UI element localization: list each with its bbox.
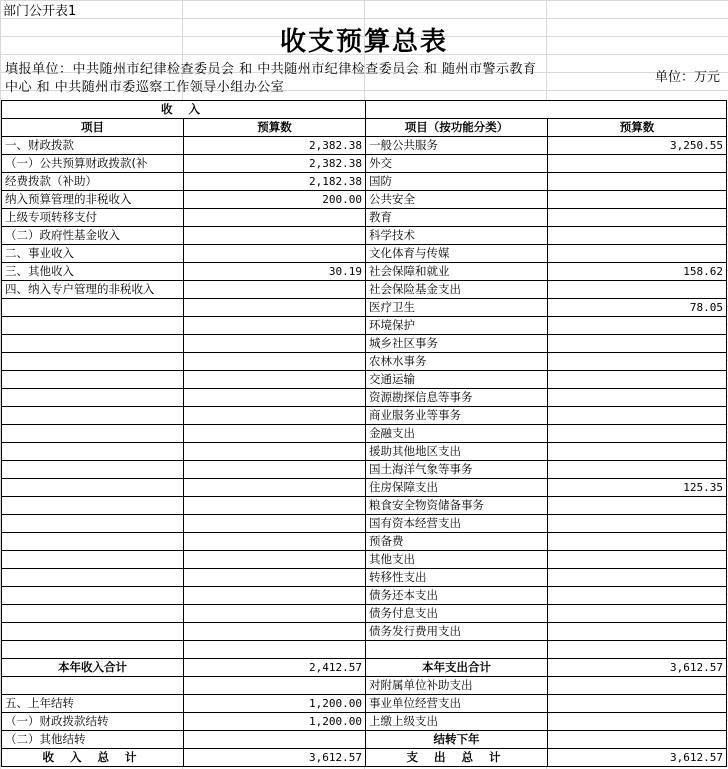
income-budget-cell[interactable]: 2,382.38 <box>184 155 366 173</box>
income-item-cell[interactable] <box>2 407 184 425</box>
income-budget-cell[interactable] <box>184 209 366 227</box>
table-row <box>2 569 727 587</box>
expense-budget-cell[interactable] <box>548 389 727 407</box>
expense-item-cell[interactable]: 金融支出 <box>366 425 548 443</box>
expense-item-cell[interactable]: 医疗卫生 <box>366 299 548 317</box>
prev-balance-value[interactable]: 1,200.00 <box>184 695 366 713</box>
expense-budget-cell[interactable] <box>548 515 727 533</box>
income-item-cell[interactable]: 三、其他收入 <box>2 263 184 281</box>
section-header-row <box>2 101 727 119</box>
income-item-cell[interactable]: （二）政府性基金收入 <box>2 227 184 245</box>
expense-item-cell[interactable]: 一般公共服务 <box>366 137 548 155</box>
expense-item-cell[interactable]: 预备费 <box>366 533 548 551</box>
income-budget-cell[interactable] <box>184 605 366 623</box>
expense-item-cell[interactable]: 社会保障和就业 <box>366 263 548 281</box>
income-year-value[interactable]: 2,412.57 <box>184 659 366 677</box>
expense-budget-cell[interactable] <box>548 371 727 389</box>
table-row <box>2 695 727 713</box>
expense-item-cell[interactable]: 援助其他地区支出 <box>366 443 548 461</box>
expense-budget-cell[interactable] <box>548 533 727 551</box>
expense-item-cell[interactable]: 其他支出 <box>366 551 548 569</box>
expense-budget-cell[interactable] <box>548 227 727 245</box>
expense-item-cell[interactable]: 交通运输 <box>366 371 548 389</box>
income-budget-cell[interactable] <box>184 479 366 497</box>
expense-budget-cell[interactable] <box>548 317 727 335</box>
table-row <box>2 533 727 551</box>
income-item-cell[interactable] <box>2 425 184 443</box>
expense-budget-cell[interactable] <box>548 335 727 353</box>
income-year-total-row <box>2 659 727 677</box>
empty-cell[interactable] <box>2 677 184 695</box>
income-budget-cell[interactable] <box>184 353 366 371</box>
table-row <box>2 263 727 281</box>
income-item-cell[interactable]: 一、财政拨款 <box>2 137 184 155</box>
expense-item-cell[interactable]: 环境保护 <box>366 317 548 335</box>
income-year-label[interactable]: 本年收入合计 <box>2 659 184 677</box>
expense-item-cell[interactable]: 国有资本经营支出 <box>366 515 548 533</box>
income-item-cell[interactable]: 经费拨款（补助） <box>2 173 184 191</box>
table-row <box>2 677 727 695</box>
table-row <box>2 515 727 533</box>
income-item-cell[interactable] <box>2 299 184 317</box>
empty-cell[interactable] <box>548 713 727 731</box>
table-row <box>2 209 727 227</box>
expense-budget-cell[interactable]: 78.05 <box>548 299 727 317</box>
expense-budget-cell[interactable] <box>548 641 727 659</box>
income-budget-cell[interactable] <box>184 281 366 299</box>
table-row <box>2 641 727 659</box>
income-budget-cell[interactable] <box>184 623 366 641</box>
prev-balance-label[interactable]: 五、上年结转 <box>2 695 184 713</box>
currency-unit: 单位：万元 <box>654 70 720 85</box>
income-item-cell[interactable]: 二、事业收入 <box>2 245 184 263</box>
sub-unit-label[interactable]: 对附属单位补助支出 <box>366 677 548 695</box>
expense-item-cell[interactable] <box>366 641 548 659</box>
table-row <box>2 731 727 749</box>
expense-item-cell[interactable]: 科学技术 <box>366 227 548 245</box>
expense-item-cell[interactable]: 公共安全 <box>366 191 548 209</box>
income-budget-cell[interactable] <box>184 443 366 461</box>
other-carry-label[interactable]: （二）其他结转 <box>2 731 184 749</box>
table-row <box>2 137 727 155</box>
expense-budget-cell[interactable] <box>548 353 727 371</box>
income-item-cell[interactable]: 上级专项转移支付 <box>2 209 184 227</box>
expense-budget-cell[interactable] <box>548 443 727 461</box>
empty-cell[interactable] <box>184 731 366 749</box>
income-item-cell[interactable] <box>2 569 184 587</box>
income-budget-cell[interactable] <box>184 425 366 443</box>
page-title: 收支预算总表 <box>279 27 448 57</box>
income-budget-cell[interactable]: 30.19 <box>184 263 366 281</box>
expense-budget-cell[interactable] <box>548 281 727 299</box>
income-item-cell[interactable] <box>2 443 184 461</box>
table-row <box>2 407 727 425</box>
business-label[interactable]: 事业单位经营支出 <box>366 695 548 713</box>
expense-item-cell[interactable]: 住房保障支出 <box>366 479 548 497</box>
expense-total-label[interactable]: 支 出 总 计 <box>366 749 548 767</box>
income-budget-cell[interactable] <box>184 317 366 335</box>
income-item-cell[interactable] <box>2 641 184 659</box>
expense-budget-cell[interactable]: 3,250.55 <box>548 137 727 155</box>
expense-budget-cell[interactable] <box>548 173 727 191</box>
income-budget-cell[interactable] <box>184 407 366 425</box>
col-header-budget2[interactable]: 预算数 <box>548 119 727 137</box>
table-row <box>2 317 727 335</box>
income-item-cell[interactable]: 纳入预算管理的非税收入 <box>2 191 184 209</box>
table-row <box>2 479 727 497</box>
expense-budget-cell[interactable] <box>548 155 727 173</box>
column-header-row <box>2 119 727 137</box>
expense-year-value[interactable]: 3,612.57 <box>548 659 727 677</box>
income-budget-cell[interactable] <box>184 515 366 533</box>
expense-item-cell[interactable]: 转移性支出 <box>366 569 548 587</box>
budget-table <box>1 100 727 767</box>
empty-cell[interactable] <box>548 731 727 749</box>
expense-item-cell[interactable]: 外交 <box>366 155 548 173</box>
table-row <box>2 605 727 623</box>
expense-section-header[interactable] <box>366 101 727 119</box>
income-budget-cell[interactable] <box>184 497 366 515</box>
table-row <box>2 227 727 245</box>
table-row <box>2 191 727 209</box>
table-row <box>2 425 727 443</box>
expense-item-cell[interactable]: 资源勘探信息等事务 <box>366 389 548 407</box>
table-row <box>2 623 727 641</box>
table-row <box>2 551 727 569</box>
income-item-cell[interactable] <box>2 623 184 641</box>
table-row <box>2 389 727 407</box>
expense-item-cell[interactable]: 农林水事务 <box>366 353 548 371</box>
expense-item-cell[interactable]: 债务发行费用支出 <box>366 623 548 641</box>
table-row <box>2 281 727 299</box>
income-item-cell[interactable] <box>2 533 184 551</box>
expense-budget-cell[interactable] <box>548 605 727 623</box>
table-row <box>2 245 727 263</box>
expense-year-label[interactable]: 本年支出合计 <box>366 659 548 677</box>
expense-budget-cell[interactable]: 158.62 <box>548 263 727 281</box>
expense-budget-cell[interactable] <box>548 209 727 227</box>
income-budget-cell[interactable]: 2,182.38 <box>184 173 366 191</box>
expense-item-cell[interactable]: 国土海洋气象等事务 <box>366 461 548 479</box>
col-header-item-func[interactable]: 项目（按功能分类） <box>366 119 548 137</box>
expense-item-cell[interactable]: 粮食安全物资储备事务 <box>366 497 548 515</box>
income-budget-cell[interactable] <box>184 569 366 587</box>
income-item-cell[interactable] <box>2 515 184 533</box>
expense-item-cell[interactable]: 教育 <box>366 209 548 227</box>
col-header-item[interactable]: 项目 <box>2 119 184 137</box>
expense-budget-cell[interactable] <box>548 425 727 443</box>
income-budget-cell[interactable] <box>184 245 366 263</box>
income-budget-cell[interactable] <box>184 389 366 407</box>
income-budget-cell[interactable] <box>184 299 366 317</box>
expense-item-cell[interactable]: 城乡社区事务 <box>366 335 548 353</box>
table-row <box>2 155 727 173</box>
table-row <box>2 587 727 605</box>
income-budget-cell[interactable] <box>184 335 366 353</box>
expense-budget-cell[interactable] <box>548 461 727 479</box>
empty-cell[interactable] <box>184 677 366 695</box>
empty-cell[interactable] <box>548 695 727 713</box>
table-row <box>2 371 727 389</box>
col-header-budget[interactable]: 预算数 <box>184 119 366 137</box>
expense-item-cell[interactable]: 商业服务业等事务 <box>366 407 548 425</box>
expense-budget-cell[interactable] <box>548 407 727 425</box>
expense-budget-cell[interactable] <box>548 551 727 569</box>
expense-item-cell[interactable]: 债务付息支出 <box>366 605 548 623</box>
upper-pay-label[interactable]: 上缴上级支出 <box>366 713 548 731</box>
empty-cell[interactable] <box>548 677 727 695</box>
next-carry-label[interactable]: 结转下年 <box>366 731 548 749</box>
table-row <box>2 299 727 317</box>
reporting-unit: 填报单位：中共随州市纪律检查委员会 和 中共随州市纪律检查委员会 和 随州市警示教育中心 和 中共随州市委巡察工作领导小组办公室 <box>5 62 537 95</box>
expense-budget-cell[interactable] <box>548 569 727 587</box>
expense-item-cell[interactable]: 债务还本支出 <box>366 587 548 605</box>
expense-item-cell[interactable]: 文化体育与传媒 <box>366 245 548 263</box>
income-item-cell[interactable] <box>2 479 184 497</box>
income-budget-cell[interactable] <box>184 533 366 551</box>
table-caption: 部门公开表1 <box>3 4 77 19</box>
table-row <box>2 443 727 461</box>
income-item-cell[interactable]: 四、纳入专户管理的非税收入 <box>2 281 184 299</box>
income-budget-cell[interactable] <box>184 641 366 659</box>
table-row <box>2 353 727 371</box>
table-row <box>2 713 727 731</box>
income-item-cell[interactable] <box>2 587 184 605</box>
income-item-cell[interactable] <box>2 551 184 569</box>
income-item-cell[interactable] <box>2 371 184 389</box>
income-total-label[interactable]: 收 入 总 计 <box>2 749 184 767</box>
table-row <box>2 173 727 191</box>
fiscal-carry-value[interactable]: 1,200.00 <box>184 713 366 731</box>
expense-budget-cell[interactable] <box>548 497 727 515</box>
income-item-cell[interactable] <box>2 497 184 515</box>
grand-total-row <box>2 749 727 767</box>
income-budget-cell[interactable] <box>184 371 366 389</box>
income-item-cell[interactable] <box>2 605 184 623</box>
expense-item-cell[interactable]: 国防 <box>366 173 548 191</box>
expense-budget-cell[interactable] <box>548 587 727 605</box>
expense-total-value[interactable]: 3,612.57 <box>548 749 727 767</box>
table-row <box>2 335 727 353</box>
income-budget-cell[interactable] <box>184 551 366 569</box>
expense-item-cell[interactable]: 社会保险基金支出 <box>366 281 548 299</box>
income-item-cell[interactable] <box>2 389 184 407</box>
income-section-header[interactable]: 收 入 <box>2 101 366 119</box>
expense-budget-cell[interactable] <box>548 191 727 209</box>
income-budget-cell[interactable] <box>184 461 366 479</box>
income-budget-cell[interactable]: 200.00 <box>184 191 366 209</box>
income-budget-cell[interactable] <box>184 227 366 245</box>
income-budget-cell[interactable] <box>184 587 366 605</box>
income-budget-cell[interactable]: 2,382.38 <box>184 137 366 155</box>
income-item-cell[interactable] <box>2 353 184 371</box>
income-item-cell[interactable] <box>2 335 184 353</box>
expense-budget-cell[interactable] <box>548 245 727 263</box>
fiscal-carry-label[interactable]: （一）财政拨款结转 <box>2 713 184 731</box>
expense-budget-cell[interactable]: 125.35 <box>548 479 727 497</box>
income-item-cell[interactable] <box>2 461 184 479</box>
income-total-value[interactable]: 3,612.57 <box>184 749 366 767</box>
income-item-cell[interactable] <box>2 317 184 335</box>
income-item-cell[interactable]: （一）公共预算财政拨款(补 <box>2 155 184 173</box>
table-row <box>2 461 727 479</box>
table-row <box>2 497 727 515</box>
expense-budget-cell[interactable] <box>548 623 727 641</box>
